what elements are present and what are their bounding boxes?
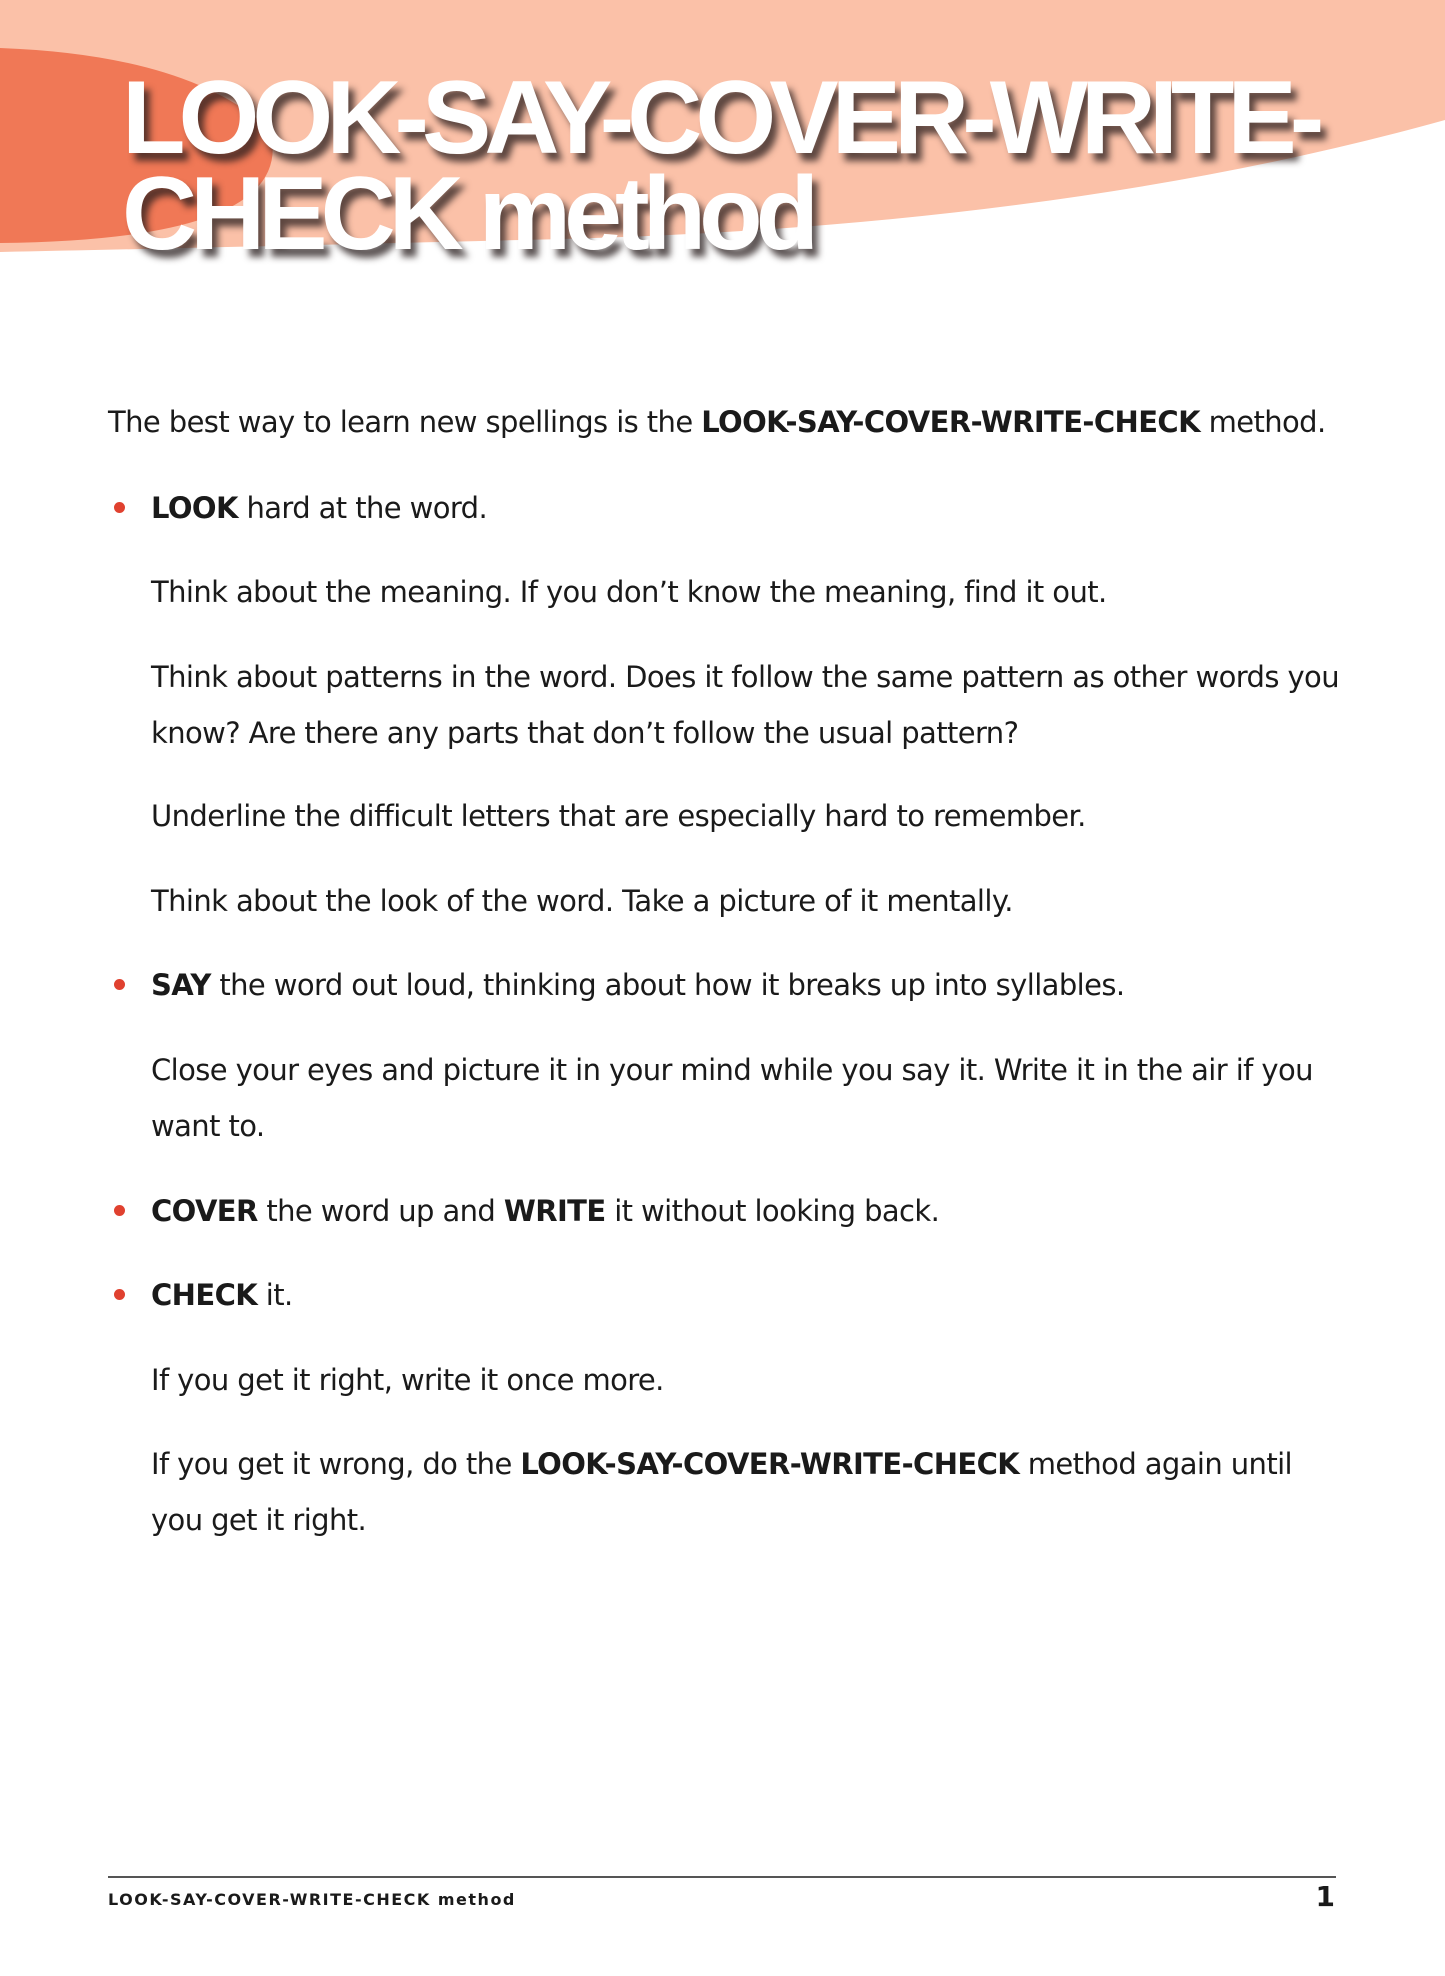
look-note: Underline the difficult letters that are especially hard to remember.	[151, 799, 1086, 833]
bullet-icon	[114, 1205, 125, 1216]
bold-text: LOOK-SAY-COVER-WRITE-CHECK	[520, 1447, 1020, 1481]
footer-divider	[108, 1876, 1336, 1878]
text: If you get it wrong, do the	[151, 1447, 521, 1481]
bullet-icon	[114, 979, 125, 990]
text: it without looking back.	[605, 1194, 940, 1228]
text: hard at the word.	[237, 491, 488, 525]
step-look	[151, 480, 1351, 536]
bold-text: LOOK-SAY-COVER-WRITE-CHECK	[701, 405, 1200, 439]
bold-text: LOOK	[151, 491, 238, 525]
bold-text: COVER	[151, 1194, 258, 1228]
look-note: Think about patterns in the word. Does it follow the same pattern as other words you know? Are there any parts that don’t follow the usual pattern?	[151, 660, 1339, 750]
step-say	[151, 957, 1351, 1013]
text: method again until you get it right.	[151, 1447, 1293, 1537]
text: the word out loud, thinking about how it breaks up into syllables.	[210, 968, 1125, 1002]
look-note: Think about the look of the word. Take a picture of it mentally.	[151, 884, 1013, 918]
text: method.	[1199, 405, 1326, 439]
text: it.	[257, 1278, 293, 1312]
intro-paragraph	[108, 394, 1328, 450]
step-cover-write	[151, 1183, 1351, 1239]
text: The best way to learn new spellings is the	[108, 405, 702, 439]
bold-text: WRITE	[503, 1194, 606, 1228]
text: the word up and	[257, 1194, 504, 1228]
title-line-1: LOOK-SAY-COVER-WRITE-	[122, 60, 1318, 176]
look-note: Think about the meaning. If you don’t know the meaning, find it out.	[151, 575, 1107, 609]
bold-text: CHECK	[151, 1278, 258, 1312]
bullet-icon	[114, 502, 125, 513]
bullet-icon	[114, 1289, 125, 1300]
check-note	[151, 1436, 1351, 1548]
step-check	[151, 1267, 1351, 1323]
check-note: If you get it right, write it once more.	[151, 1363, 664, 1397]
page-title	[122, 60, 1318, 272]
footer-label: LOOK-SAY-COVER-WRITE-CHECK method	[108, 1890, 516, 1909]
page-number: 1	[1315, 1880, 1335, 1913]
bold-text: SAY	[151, 968, 211, 1002]
title-line-2: CHECK method	[122, 156, 813, 272]
say-note: Close your eyes and picture it in your mind while you say it. Write it in the air if you want to.	[151, 1053, 1313, 1143]
